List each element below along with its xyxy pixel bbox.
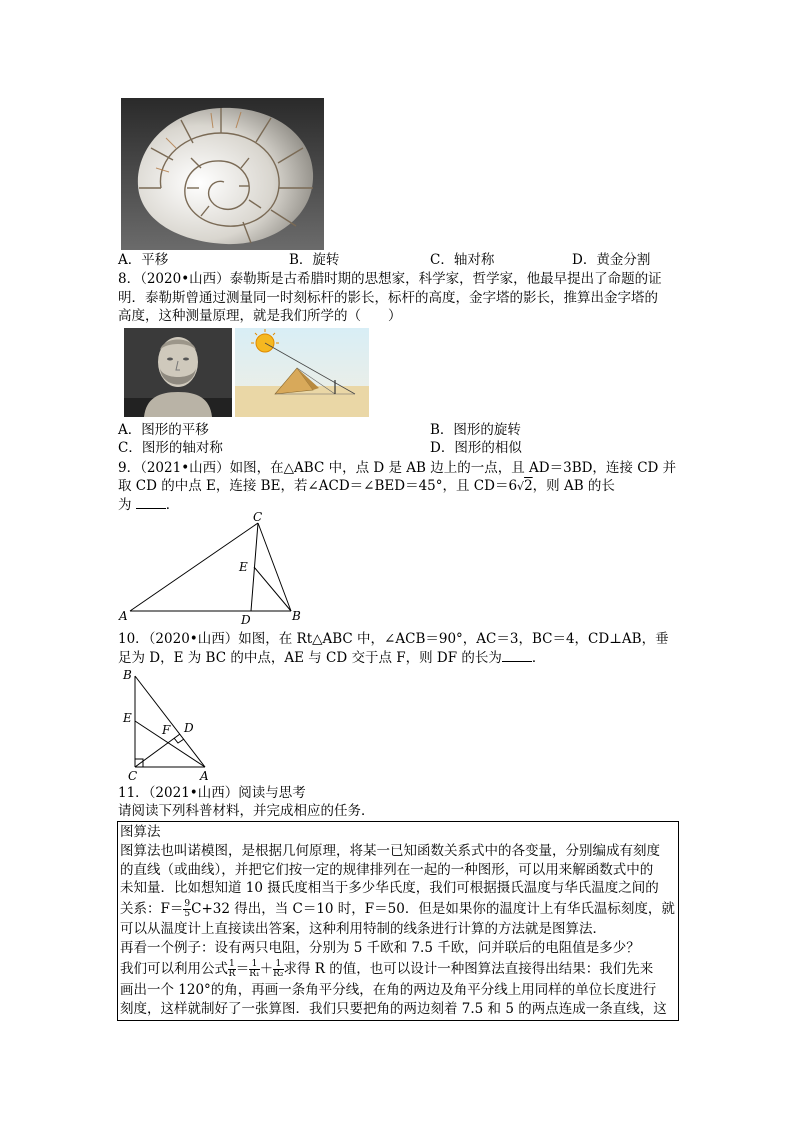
q8-text-line3: 高度，这种测量原理，就是我们所学的（ ） <box>118 308 402 324</box>
q10-triangle-figure <box>118 664 218 782</box>
pyramid-shadow-image <box>235 328 369 417</box>
box-line9: 刻度，这样就制好了一张算图．我们只要把角的两边刻着 7.5 和 5 的两点连成一条直线，这 <box>120 1001 667 1017</box>
box-line8: 画出一个 120°的角，再画一条角平分线，在角的两边及角平分线上用同样的单位长度进行 <box>120 982 657 998</box>
box-line1: 图算法也叫诺模图，是根据几何原理，将某一已知函数关系式中的各变量，分别编成有刻度 <box>120 843 660 859</box>
q9-text-line2: 取 CD 的中点 E，连接 BE，若∠ACD＝∠BED＝45°，且 CD＝6√2，则 AB 的长 <box>118 478 615 494</box>
q10-label-f: F <box>162 723 171 737</box>
q10-label-e: E <box>123 711 132 725</box>
q8-option-a: A．图形的平移 <box>118 422 209 438</box>
q9-text-line3: 为 ． <box>118 497 180 513</box>
q10-label-b: B <box>123 668 132 682</box>
q10-label-a: A <box>200 769 209 782</box>
q9-label-b: B <box>292 609 301 623</box>
thales-bust-image <box>124 328 232 417</box>
box-line4: 关系：F＝ $\frac{9}{5}$ C+32 得出，当 C＝10 时，F＝50．但是如果你的温度计上有华氏温标刻度，就 <box>120 899 675 919</box>
q8-text-line2: 明．泰勒斯曾通过测量同一时刻标杆的影长，标杆的高度，金字塔的影长，推算出金字塔的 <box>118 290 658 306</box>
q11-text-line2: 请阅读下列科普材料，并完成相应的任务． <box>118 803 375 819</box>
q7-option-a: A．平移 <box>118 252 169 268</box>
q8-option-d: D．图形的相似 <box>430 440 522 456</box>
box-line2: 的直线（或曲线），并把它们按一定的规律排列在一起的一种图形，可以用来解函数式中的 <box>120 862 654 878</box>
q8-text-line1: 8．（2020•山西）泰勒斯是古希腊时期的思想家，科学家，哲学家，他最早提出了命题的证 <box>118 271 662 287</box>
q9-triangle-figure <box>116 508 306 624</box>
q10-text-line2: 足为 D，E 为 BC 的中点，AE 与 CD 交于点 F，则 DF 的长为 ． <box>118 650 546 666</box>
q9-label-c: C <box>253 510 263 524</box>
nautilus-shell-image <box>121 98 324 250</box>
q7-option-c: C．轴对称 <box>430 252 495 268</box>
box-line6: 再看一个例子：设有两只电阻，分别为 5 千欧和 7.5 千欧，问并联后的电阻值是多少？ <box>120 940 640 956</box>
q10-text-line1: 10．（2020•山西）如图，在 Rt△ABC 中，∠ACB＝90°，AC＝3，BC＝4，CD⊥AB，垂 <box>118 631 669 647</box>
q7-option-b: B．旋转 <box>289 252 340 268</box>
box-line3: 未知量．比如想知道 10 摄氏度相当于多少华氏度，我们可根据摄氏温度与华氏温度之间的 <box>120 880 659 896</box>
box-line7: 我们可以利用公式 $\frac{1}{R}$ ＝ $\frac{1}{\text{R₁}}$ ＋ $\frac{1}{\text{R₂}}$ 求得 R 的值，也可以设计一种图算法直接得出结果：我们先来 <box>120 959 654 979</box>
q9-text-line1: 9．（2021•山西）如图，在△ABC 中，点 D 是 AB 边上的一点，且 AD＝3BD，连接 CD 并 <box>118 460 677 476</box>
box-line5: 可以从温度计上直接读出答案，这种利用特制的线条进行计算的方法就是图算法． <box>120 921 606 937</box>
q7-option-d: D．黄金分割 <box>572 252 651 268</box>
q8-option-b: B．图形的旋转 <box>430 422 521 438</box>
q10-label-d: D <box>184 721 194 735</box>
box-title: 图算法 <box>120 824 161 840</box>
q8-option-c: C．图形的轴对称 <box>118 440 223 456</box>
q11-text-line1: 11．（2021•山西）阅读与思考 <box>118 785 306 801</box>
q9-label-d: D <box>241 613 251 624</box>
answer-blank <box>502 649 532 662</box>
q9-label-a: A <box>119 609 128 623</box>
q9-label-e: E <box>239 560 248 574</box>
q10-label-c: C <box>128 769 138 782</box>
